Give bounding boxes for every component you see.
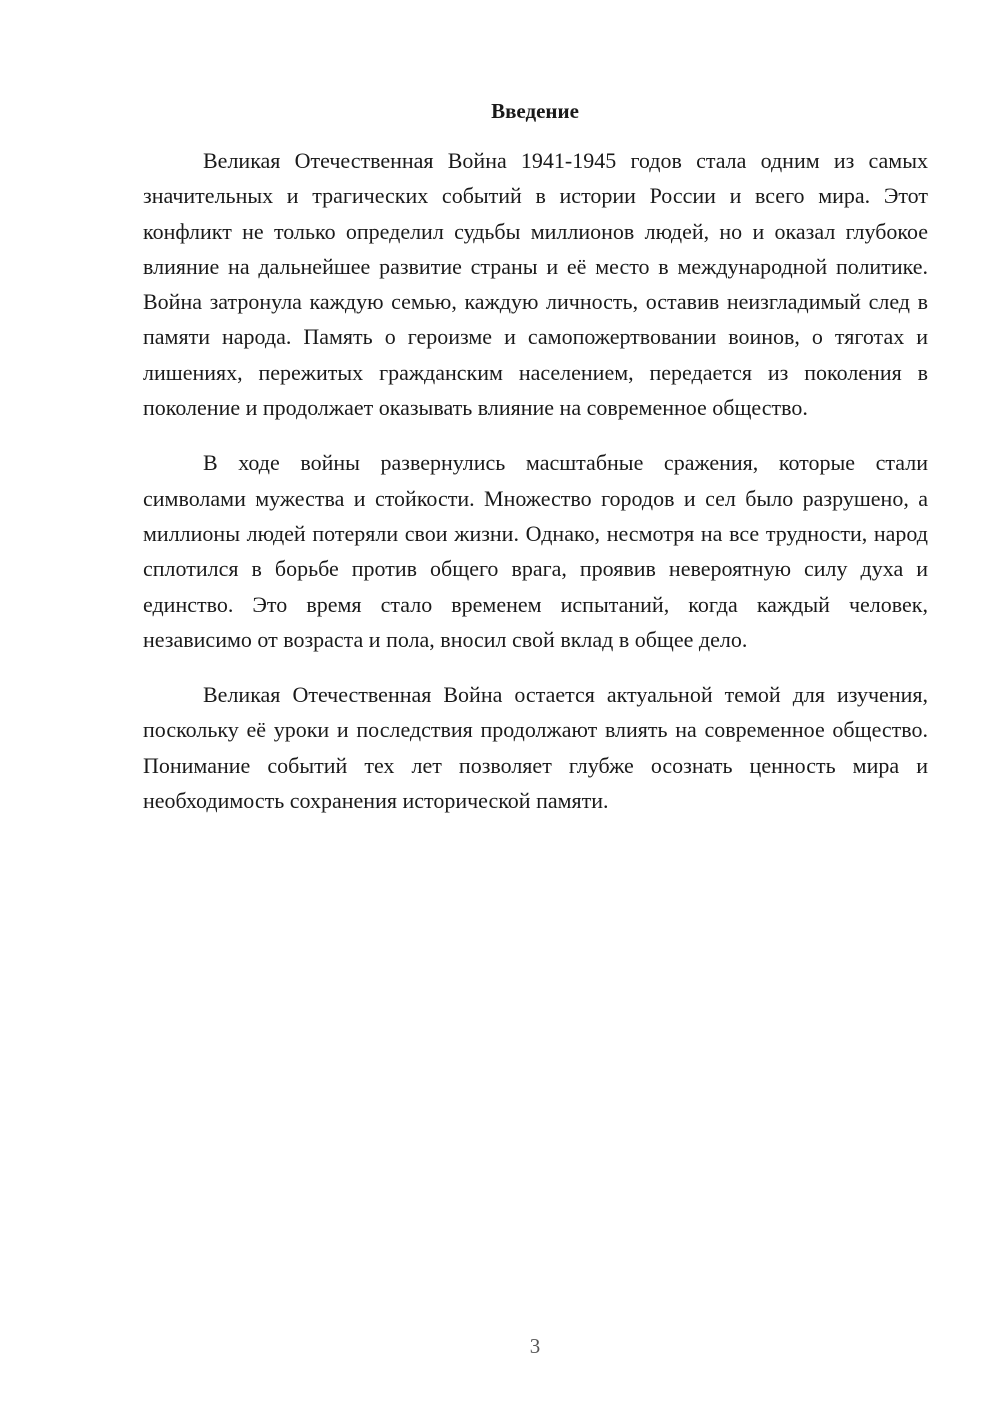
paragraph: В ходе войны развернулись масштабные сражения, которые стали символами мужества и стойкости. Множество городов и сел было разрушено, а миллионы людей потеряли свои жизни. Однако, несмотря на все трудности, народ сплотился в борьбе против общего врага, проявив невероятную силу духа и единство. Это время стало временем испытаний, когда каждый человек, независимо от возраста и пола, вносил свой вклад в общее дело. xyxy=(143,450,928,652)
paragraph: Великая Отечественная Война 1941-1945 годов стала одним из самых значительных и трагических событий в истории России и всего мира. Этот конфликт не только определил судьбы миллионов людей, но и оказал глубокое влияние на дальнейшее развитие страны и её место в международной политике. Война затронула каждую семью, каждую личность, оставив неизгладимый след в памяти народа. Память о героизме и самопожертвовании воинов, о тяготах и лишениях, пережитых гражданским населением, передается из поколения в поколение и продолжает оказывать влияние на современное общество. xyxy=(143,148,928,421)
page-title: Введение xyxy=(491,99,579,123)
paragraph: Великая Отечественная Война остается актуальной темой для изучения, поскольку её уроки и последствия продолжают влиять на современное общество. Понимание событий тех лет позволяет глубже осознать ценность мира и необходимость сохранения исторической памяти. xyxy=(143,682,928,814)
body-text xyxy=(143,143,928,838)
page-number: 3 xyxy=(529,1334,541,1358)
